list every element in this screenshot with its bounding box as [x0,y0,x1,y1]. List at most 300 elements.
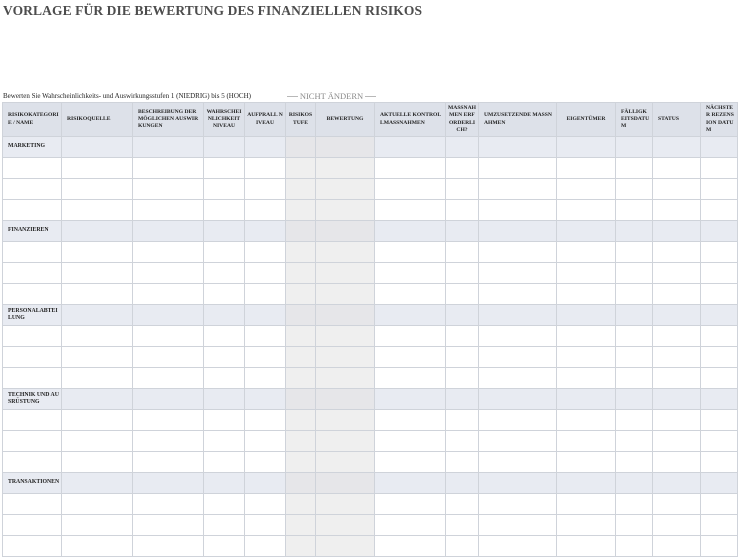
table-cell[interactable] [616,494,653,515]
table-cell[interactable] [701,536,738,557]
table-cell[interactable] [701,305,738,326]
column-header-current-controls: AKTUELLE KONTROLLMASSNAHMEN [375,103,446,137]
table-cell [286,431,316,452]
table-cell[interactable] [204,431,245,452]
table-cell[interactable] [701,368,738,389]
table-cell[interactable] [245,326,286,347]
table-cell[interactable] [62,515,133,536]
table-cell[interactable] [557,389,616,410]
table-cell[interactable] [616,536,653,557]
table-cell[interactable] [245,284,286,305]
column-header-rating: BEWERTUNG [316,103,375,137]
table-cell[interactable] [446,368,479,389]
table-cell[interactable] [375,326,446,347]
table-cell[interactable] [616,347,653,368]
do-not-change-marker [287,91,376,101]
table-cell[interactable] [653,368,701,389]
table-cell[interactable] [479,368,557,389]
table-cell[interactable] [653,200,701,221]
table-cell[interactable] [204,263,245,284]
table-cell[interactable] [616,515,653,536]
table-row [3,326,738,347]
table-cell[interactable] [479,347,557,368]
table-cell[interactable] [204,410,245,431]
table-cell[interactable] [375,137,446,158]
table-cell[interactable] [557,410,616,431]
table-cell[interactable] [133,368,204,389]
table-cell[interactable] [204,536,245,557]
table-cell[interactable] [133,200,204,221]
table-cell[interactable] [653,137,701,158]
table-cell[interactable] [616,221,653,242]
table-cell[interactable] [557,326,616,347]
table-cell [316,431,375,452]
table-cell[interactable] [557,284,616,305]
table-cell[interactable] [446,494,479,515]
table-cell[interactable] [62,410,133,431]
table-cell[interactable] [245,305,286,326]
table-cell[interactable] [479,326,557,347]
table-cell[interactable] [62,452,133,473]
table-cell[interactable] [557,263,616,284]
table-cell[interactable] [62,326,133,347]
table-cell[interactable] [557,368,616,389]
table-cell[interactable] [701,410,738,431]
table-cell[interactable] [616,473,653,494]
table-cell[interactable] [616,137,653,158]
table-cell[interactable] [62,368,133,389]
table-cell [286,158,316,179]
table-cell[interactable] [446,431,479,452]
table-cell[interactable] [616,263,653,284]
table-cell [316,221,375,242]
table-cell[interactable] [375,473,446,494]
table-cell[interactable] [204,179,245,200]
table-row [3,179,738,200]
table-cell[interactable] [479,515,557,536]
table-cell [316,368,375,389]
table-cell[interactable] [479,452,557,473]
table-cell[interactable] [62,200,133,221]
table-cell[interactable] [62,263,133,284]
table-cell[interactable] [3,242,62,263]
table-cell[interactable] [133,347,204,368]
category-row [3,221,738,242]
table-row [3,515,738,536]
table-cell [286,536,316,557]
table-cell[interactable] [133,179,204,200]
table-cell[interactable] [653,179,701,200]
column-header-due-date: FÄLLIGKEITSDATUM [616,103,653,137]
category-label: MARKETING [3,137,62,158]
table-cell[interactable] [375,305,446,326]
table-cell[interactable] [446,389,479,410]
table-cell[interactable] [446,452,479,473]
table-cell[interactable] [701,452,738,473]
table-cell[interactable] [62,242,133,263]
table-cell[interactable] [701,389,738,410]
table-cell[interactable] [375,536,446,557]
table-cell[interactable] [62,389,133,410]
table-cell[interactable] [479,200,557,221]
table-cell[interactable] [701,473,738,494]
table-cell[interactable] [375,179,446,200]
table-cell [316,326,375,347]
column-header-category: RISIKOKATEGORIE / NAME [3,103,62,137]
table-cell[interactable] [204,368,245,389]
table-cell [286,410,316,431]
table-cell[interactable] [245,515,286,536]
table-cell [316,158,375,179]
table-cell[interactable] [479,158,557,179]
table-cell[interactable] [375,221,446,242]
category-label: TECHNIK UND AUSRÜSTUNG [3,389,62,410]
table-cell[interactable] [653,284,701,305]
table-cell[interactable] [204,221,245,242]
table-cell[interactable] [245,452,286,473]
table-cell[interactable] [557,494,616,515]
table-cell[interactable] [133,221,204,242]
table-cell[interactable] [653,452,701,473]
table-cell[interactable] [446,137,479,158]
table-cell[interactable] [557,242,616,263]
table-cell[interactable] [616,158,653,179]
table-cell[interactable] [701,326,738,347]
table-cell[interactable] [701,200,738,221]
table-cell[interactable] [3,452,62,473]
table-cell[interactable] [375,452,446,473]
table-cell[interactable] [3,368,62,389]
table-cell[interactable] [479,536,557,557]
table-cell [286,305,316,326]
table-cell[interactable] [245,347,286,368]
table-cell[interactable] [62,347,133,368]
column-header-owner: EIGENTÜMER [557,103,616,137]
table-cell[interactable] [62,431,133,452]
table-cell[interactable] [479,305,557,326]
table-cell [316,473,375,494]
table-cell[interactable] [375,431,446,452]
table-cell[interactable] [245,137,286,158]
table-cell[interactable] [62,221,133,242]
table-cell[interactable] [133,494,204,515]
table-cell[interactable] [245,200,286,221]
table-cell[interactable] [3,179,62,200]
table-cell[interactable] [133,137,204,158]
table-cell[interactable] [653,242,701,263]
table-cell[interactable] [245,179,286,200]
table-cell[interactable] [557,200,616,221]
table-cell[interactable] [204,305,245,326]
table-cell[interactable] [701,347,738,368]
table-cell[interactable] [653,221,701,242]
table-cell[interactable] [3,431,62,452]
table-cell[interactable] [701,242,738,263]
table-row [3,284,738,305]
table-cell[interactable] [653,326,701,347]
table-cell[interactable] [616,284,653,305]
table-cell[interactable] [3,494,62,515]
table-cell[interactable] [133,284,204,305]
table-cell [316,536,375,557]
table-cell[interactable] [653,347,701,368]
table-cell[interactable] [133,515,204,536]
table-cell[interactable] [204,515,245,536]
table-cell[interactable] [479,284,557,305]
table-cell[interactable] [3,515,62,536]
table-cell[interactable] [245,221,286,242]
table-cell[interactable] [62,494,133,515]
table-cell[interactable] [616,368,653,389]
table-cell[interactable] [245,263,286,284]
table-cell[interactable] [653,536,701,557]
table-cell [286,494,316,515]
table-cell[interactable] [446,326,479,347]
table-cell[interactable] [245,473,286,494]
table-cell [286,284,316,305]
column-header-actions: UMZUSETZENDE MASSNAHMEN [479,103,557,137]
table-cell[interactable] [133,431,204,452]
table-cell[interactable] [701,158,738,179]
table-cell [286,473,316,494]
table-cell[interactable] [62,536,133,557]
table-cell[interactable] [446,158,479,179]
table-cell[interactable] [653,473,701,494]
table-cell[interactable] [3,410,62,431]
table-cell[interactable] [653,431,701,452]
table-cell[interactable] [479,137,557,158]
table-cell[interactable] [701,263,738,284]
table-cell[interactable] [479,473,557,494]
table-cell[interactable] [479,494,557,515]
table-cell[interactable] [446,410,479,431]
table-cell[interactable] [701,221,738,242]
table-cell[interactable] [375,347,446,368]
table-cell[interactable] [245,536,286,557]
table-cell[interactable] [245,431,286,452]
table-cell[interactable] [557,305,616,326]
table-cell [286,368,316,389]
table-cell[interactable] [479,221,557,242]
table-cell[interactable] [375,263,446,284]
table-cell[interactable] [616,242,653,263]
table-cell[interactable] [446,305,479,326]
table-header-row [3,103,738,137]
table-cell [286,200,316,221]
table-cell[interactable] [204,158,245,179]
table-cell[interactable] [653,410,701,431]
table-cell[interactable] [479,389,557,410]
table-cell [286,221,316,242]
table-cell[interactable] [653,515,701,536]
table-cell[interactable] [204,347,245,368]
table-cell [316,452,375,473]
table-cell [316,137,375,158]
table-cell[interactable] [375,158,446,179]
table-cell[interactable] [3,200,62,221]
table-cell[interactable] [133,473,204,494]
table-cell [316,179,375,200]
category-row [3,137,738,158]
table-cell[interactable] [245,158,286,179]
table-cell[interactable] [616,389,653,410]
table-cell[interactable] [375,200,446,221]
table-cell[interactable] [701,431,738,452]
table-cell[interactable] [557,515,616,536]
table-cell [316,347,375,368]
table-cell[interactable] [701,284,738,305]
table-cell[interactable] [3,326,62,347]
category-label: TRANSAKTIONEN [3,473,62,494]
table-cell[interactable] [375,494,446,515]
table-cell [316,284,375,305]
table-cell[interactable] [375,410,446,431]
table-cell[interactable] [479,410,557,431]
table-cell[interactable] [133,536,204,557]
table-cell [316,494,375,515]
table-cell[interactable] [446,536,479,557]
table-cell[interactable] [133,452,204,473]
column-header-action-required: MASSNAHMEN ERFORDERLICH? [446,103,479,137]
table-cell[interactable] [616,326,653,347]
table-cell[interactable] [446,221,479,242]
table-cell[interactable] [557,137,616,158]
table-cell[interactable] [3,158,62,179]
table-cell[interactable] [245,389,286,410]
table-cell[interactable] [701,494,738,515]
table-cell[interactable] [204,494,245,515]
column-header-source: RISIKOQUELLE [62,103,133,137]
table-cell[interactable] [62,158,133,179]
table-cell[interactable] [557,536,616,557]
divider [287,96,298,97]
table-cell[interactable] [446,200,479,221]
table-cell[interactable] [133,263,204,284]
table-cell[interactable] [446,242,479,263]
table-cell[interactable] [204,284,245,305]
table-cell[interactable] [133,242,204,263]
table-cell[interactable] [479,179,557,200]
table-cell[interactable] [3,347,62,368]
table-cell[interactable] [653,263,701,284]
table-cell[interactable] [204,473,245,494]
table-cell[interactable] [479,263,557,284]
table-cell[interactable] [245,410,286,431]
category-label: FINANZIEREN [3,221,62,242]
table-cell[interactable] [616,200,653,221]
table-cell [286,389,316,410]
table-cell[interactable] [375,368,446,389]
table-cell[interactable] [62,284,133,305]
table-cell [316,410,375,431]
table-cell[interactable] [245,494,286,515]
rating-instruction: Bewerten Sie Wahrscheinlichkeits- und Auswirkungsstufen 1 (NIEDRIG) bis 5 (HOCH) [3,92,251,100]
table-cell[interactable] [62,473,133,494]
table-cell[interactable] [446,515,479,536]
table-cell[interactable] [701,515,738,536]
table-cell[interactable] [479,242,557,263]
table-cell[interactable] [62,137,133,158]
table-cell[interactable] [133,389,204,410]
table-row [3,368,738,389]
table-cell[interactable] [375,242,446,263]
table-cell[interactable] [616,305,653,326]
table-row [3,242,738,263]
table-cell[interactable] [616,431,653,452]
table-cell[interactable] [557,452,616,473]
table-cell[interactable] [557,221,616,242]
column-header-impact-level: AUFPRALL NIVEAU [245,103,286,137]
table-cell[interactable] [3,284,62,305]
table-cell[interactable] [62,305,133,326]
table-cell[interactable] [204,452,245,473]
table-cell[interactable] [204,137,245,158]
table-cell[interactable] [557,473,616,494]
table-cell[interactable] [616,452,653,473]
table-cell[interactable] [446,284,479,305]
table-cell[interactable] [446,347,479,368]
table-cell[interactable] [3,263,62,284]
table-cell [286,347,316,368]
table-cell[interactable] [653,389,701,410]
table-cell[interactable] [204,326,245,347]
table-cell[interactable] [653,158,701,179]
table-cell [286,515,316,536]
table-cell[interactable] [133,305,204,326]
table-cell[interactable] [375,284,446,305]
do-not-change-label: NICHT ÄNDERN [299,91,364,101]
table-cell [286,242,316,263]
category-row [3,305,738,326]
table-cell[interactable] [3,536,62,557]
table-cell[interactable] [446,179,479,200]
table-cell[interactable] [133,410,204,431]
table-cell[interactable] [701,179,738,200]
table-cell[interactable] [204,200,245,221]
table-cell[interactable] [479,431,557,452]
table-cell[interactable] [616,179,653,200]
table-cell[interactable] [133,326,204,347]
table-cell[interactable] [653,305,701,326]
table-cell[interactable] [653,494,701,515]
table-cell[interactable] [204,389,245,410]
table-cell[interactable] [557,179,616,200]
table-cell [286,326,316,347]
table-cell [316,263,375,284]
table-cell[interactable] [701,137,738,158]
column-header-next-review: NÄCHSTER REZENSION DATUM [701,103,738,137]
table-cell[interactable] [557,347,616,368]
table-cell[interactable] [375,389,446,410]
table-cell[interactable] [375,515,446,536]
risk-assessment-table [2,102,738,557]
table-cell[interactable] [62,179,133,200]
table-cell[interactable] [616,410,653,431]
category-row [3,473,738,494]
table-cell[interactable] [204,242,245,263]
table-cell[interactable] [446,263,479,284]
table-cell[interactable] [133,158,204,179]
table-cell[interactable] [446,473,479,494]
category-row [3,389,738,410]
table-cell[interactable] [557,431,616,452]
table-cell[interactable] [245,242,286,263]
table-cell [316,515,375,536]
table-cell[interactable] [557,158,616,179]
table-cell [286,179,316,200]
table-cell[interactable] [245,368,286,389]
table-cell [316,305,375,326]
